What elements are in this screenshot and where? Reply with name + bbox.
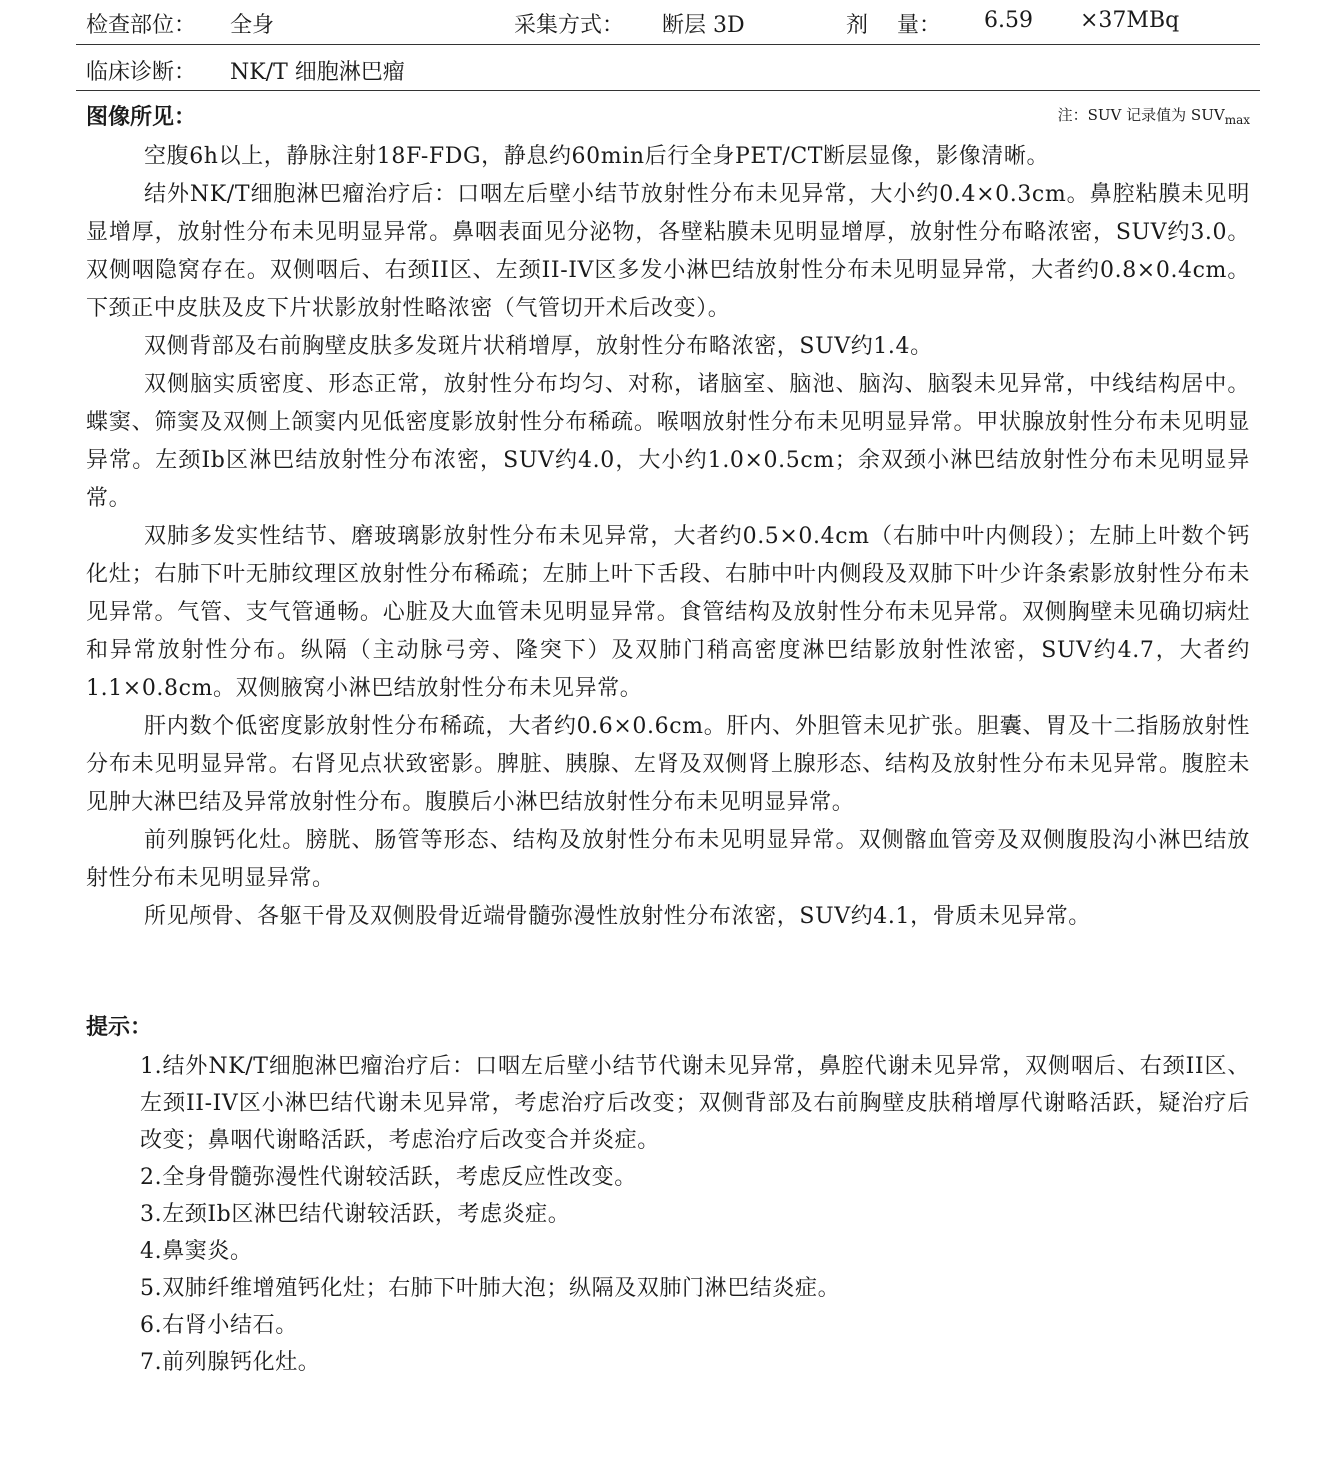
findings-paragraph: 双侧脑实质密度、形态正常，放射性分布均匀、对称，诸脑室、脑池、脑沟、脑裂未见异常，中线结构居中。蝶窦、筛窦及双侧上颌窦内见低密度影放射性分布稀疏。喉咽放射性分布未见明显异常。甲状腺放射性分布未见明显异常。左颈Ib区淋巴结放射性分布浓密，SUV约4.0，大小约1.0×0.5cm；余双颈小淋巴结放射性分布未见明显异常。 bbox=[86, 372, 1250, 511]
findings-paragraph: 肝内数个低密度影放射性分布稀疏，大者约0.6×0.6cm。肝内、外胆管未见扩张。胆囊、胃及十二指肠放射性分布未见明显异常。右肾见点状致密影。脾脏、胰腺、左肾及双侧肾上腺形态、结构及放射性分布未见异常。腹腔未见肿大淋巴结及异常放射性分布。腹膜后小淋巴结放射性分布未见明显异常。 bbox=[86, 714, 1250, 815]
tip-item: 2.全身骨髓弥漫性代谢较活跃，考虑反应性改变。 bbox=[140, 1165, 637, 1190]
tip-item: 5.双肺纤维增殖钙化灶；右肺下叶肺大泡；纵隔及双肺门淋巴结炎症。 bbox=[140, 1276, 841, 1301]
diagnosis-value: NK/T 细胞淋巴瘤 bbox=[230, 60, 405, 85]
findings-paragraph: 空腹6h以上，静脉注射18F-FDG，静息约60min后行全身PET/CT断层显像，影像清晰。 bbox=[144, 144, 1050, 169]
findings-paragraph: 所见颅骨、各躯干骨及双侧股骨近端骨髓弥漫性放射性分布浓密，SUV约4.1，骨质未见异常。 bbox=[144, 904, 1091, 929]
tip-item: 3.左颈Ib区淋巴结代谢较活跃，考虑炎症。 bbox=[140, 1202, 571, 1227]
header-row-exam bbox=[76, 0, 1260, 45]
findings-title: 图像所见： bbox=[86, 105, 197, 130]
suv-note-text: 注：SUV 记录值为 SUV bbox=[1057, 106, 1225, 124]
tip-item: 1.结外NK/T细胞淋巴瘤治疗后：口咽左后壁小结节代谢未见异常，鼻腔代谢未见异常，双侧咽后、右颈II区、左颈II-IV区小淋巴结代谢未见异常，考虑治疗后改变；双侧背部及右前胸壁皮肤稍增厚代谢略活跃，疑治疗后改变；鼻咽代谢略活跃，考虑治疗后改变合并炎症。 bbox=[140, 1054, 1250, 1153]
diagnosis-label: 临床诊断： bbox=[86, 60, 197, 85]
tips-header bbox=[86, 1010, 152, 1041]
findings-header bbox=[86, 100, 1250, 131]
findings-paragraph: 前列腺钙化灶。膀胱、肠管等形态、结构及放射性分布未见明显异常。双侧髂血管旁及双侧腹股沟小淋巴结放射性分布未见明显异常。 bbox=[86, 828, 1250, 891]
findings-paragraph: 双肺多发实性结节、磨玻璃影放射性分布未见异常，大者约0.5×0.4cm（右肺中叶内侧段）；左肺上叶数个钙化灶；右肺下叶无肺纹理区放射性分布稀疏；左肺上叶下舌段、右肺中叶内侧段及双肺下叶少许条索影放射性分布未见异常。气管、支气管通畅。心脏及大血管未见明显异常。食管结构及放射性分布未见异常。双侧胸壁未见确切病灶和异常放射性分布。纵隔（主动脉弓旁、隆突下）及双肺门稍高密度淋巴结影放射性浓密，SUV约4.7，大者约1.1×0.8cm。双侧腋窝小淋巴结放射性分布未见异常。 bbox=[86, 524, 1250, 701]
tip-item: 7.前列腺钙化灶。 bbox=[140, 1350, 321, 1375]
exam-site-value: 全身 bbox=[230, 13, 275, 38]
acquisition-value: 断层 3D bbox=[662, 13, 745, 38]
suv-note bbox=[1058, 104, 1250, 127]
report-header bbox=[76, 0, 1260, 91]
findings-paragraph: 结外NK/T细胞淋巴瘤治疗后：口咽左后壁小结节放射性分布未见异常，大小约0.4×0.3cm。鼻腔粘膜未见明显增厚，放射性分布未见明显异常。鼻咽表面见分泌物，各壁粘膜未见明显增厚，放射性分布略浓密，SUV约3.0。双侧咽隐窝存在。双侧咽后、右颈II区、左颈II-IV区多发小淋巴结放射性分布未见明显异常，大者约0.8×0.4cm。下颈正中皮肤及皮下片状影放射性略浓密（气管切开术后改变）。 bbox=[86, 182, 1250, 321]
findings-paragraph: 双侧背部及右前胸壁皮肤多发斑片状稍增厚，放射性分布略浓密，SUV约1.4。 bbox=[144, 334, 933, 359]
dose-value: 6.59 bbox=[984, 8, 1033, 33]
acquisition-label: 采集方式： bbox=[514, 13, 625, 38]
tip-item: 4.鼻窦炎。 bbox=[140, 1239, 253, 1264]
findings-body bbox=[86, 138, 1250, 936]
tips-title: 提示： bbox=[86, 1015, 153, 1040]
tips-body bbox=[140, 1048, 1250, 1381]
dose-label: 剂 量： bbox=[846, 13, 941, 38]
dose-unit: ×37MBq bbox=[1080, 8, 1180, 33]
header-row-diagnosis bbox=[76, 45, 1260, 91]
exam-site-label: 检查部位： bbox=[86, 13, 197, 38]
suv-note-subscript: max bbox=[1224, 113, 1250, 127]
tip-item: 6.右肾小结石。 bbox=[140, 1313, 298, 1338]
